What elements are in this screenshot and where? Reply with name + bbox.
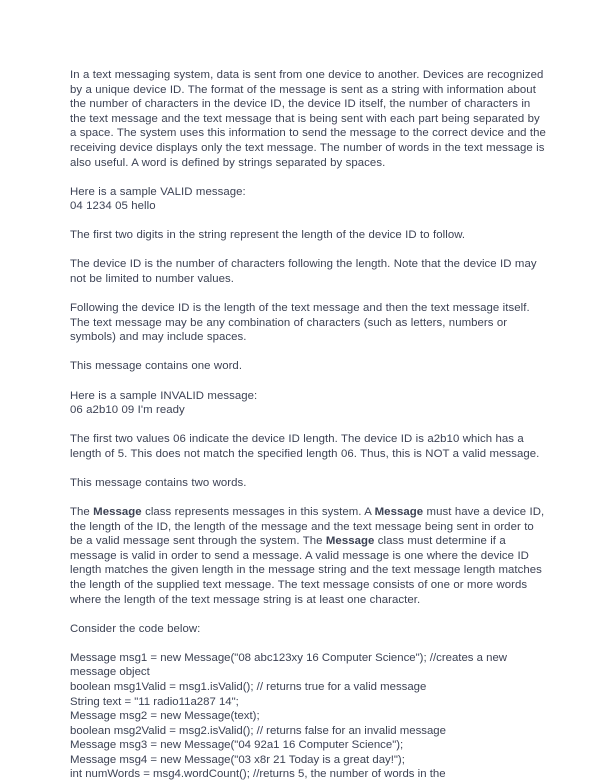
text-run: The	[70, 505, 94, 518]
paragraph-consider-code: Consider the code below:	[70, 622, 201, 635]
code-line: boolean msg2Valid = msg2.isValid(); // returns false for an invalid message	[70, 724, 446, 737]
valid-sample-value: 04 1234 05 hello	[70, 200, 156, 213]
code-line: String text = "11 radio11a287 14";	[70, 695, 239, 708]
emphasis-message-term: Message	[93, 505, 142, 518]
invalid-sample-heading: Here is a sample INVALID message:	[70, 389, 258, 402]
invalid-sample-value: 06 a2b10 09 I'm ready	[70, 404, 185, 417]
paragraph-one-word: This message contains one word.	[70, 360, 243, 373]
text-run: class must determine if a message is valid in order to send a message. A valid message is one where the device ID length matches the given length in the message string and the text message length matches the length of the supplied text message. The text message consists of one or more words where the length of the text message string is at least one character.	[70, 535, 542, 606]
code-line: Message msg3 = new Message("04 92a1 16 Computer Science");	[70, 739, 404, 752]
emphasis-message-term: Message	[374, 505, 424, 518]
paragraph-message-class	[70, 505, 548, 607]
paragraph-two-words: This message contains two words.	[70, 476, 247, 489]
document-body	[70, 68, 548, 782]
code-line: boolean msg1Valid = msg1.isValid(); // returns true for a valid message	[70, 680, 427, 693]
text-run: must have a device ID, the length of the ID, the length of the message and the text message being sent in order to be a valid message sent through the system. The	[70, 505, 545, 548]
code-line: Message msg4 = new Message("03 x8r 21 Today is a great day!");	[70, 753, 405, 766]
code-line: Message msg2 = new Message(text);	[70, 710, 260, 723]
paragraph-invalid-explanation: The first two values 06 indicate the device ID length. The device ID is a2b10 which has a length of 5. This does not match the specified length 06. Thus, this is NOT a valid message.	[70, 433, 540, 460]
paragraph-device-id-chars: The device ID is the number of characters following the length. Note that the device ID may not be limited to number values.	[70, 258, 537, 286]
paragraph-valid-sample	[70, 185, 548, 214]
code-line: message object	[70, 666, 150, 679]
paragraph-intro: In a text messaging system, data is sent from one device to another. Devices are recognized by a unique device ID. The format of the message is sent as a string with information about the number of characters in the device ID, the device ID itself, the number of characters in the text message and the text message that is being sent with each part being separated by a space. The system uses this information to send the message to the correct device and the receiving device displays only the text message. The number of words in the text message is also useful. A word is defined by strings separated by spaces.	[70, 69, 546, 169]
emphasis-message-term: Message	[325, 535, 375, 548]
valid-sample-heading: Here is a sample VALID message:	[70, 185, 246, 198]
paragraph-invalid-sample	[70, 389, 548, 418]
code-line: Message msg1 = new Message("08 abc123xy 16 Computer Science"); //creates a new	[70, 651, 508, 664]
code-block	[70, 651, 548, 782]
paragraph-first-two-digits: The first two digits in the string represent the length of the device ID to follow.	[70, 229, 466, 242]
code-line: int numWords = msg4.wordCount(); //returns 5, the number of words in the	[70, 768, 446, 781]
paragraph-following-device-id: Following the device ID is the length of the text message and then the text message itself. The text message may be any combination of characters (such as letters, numbers or symbols) and may include spaces.	[70, 302, 530, 344]
text-run: class represents messages in this system. A	[141, 505, 375, 518]
